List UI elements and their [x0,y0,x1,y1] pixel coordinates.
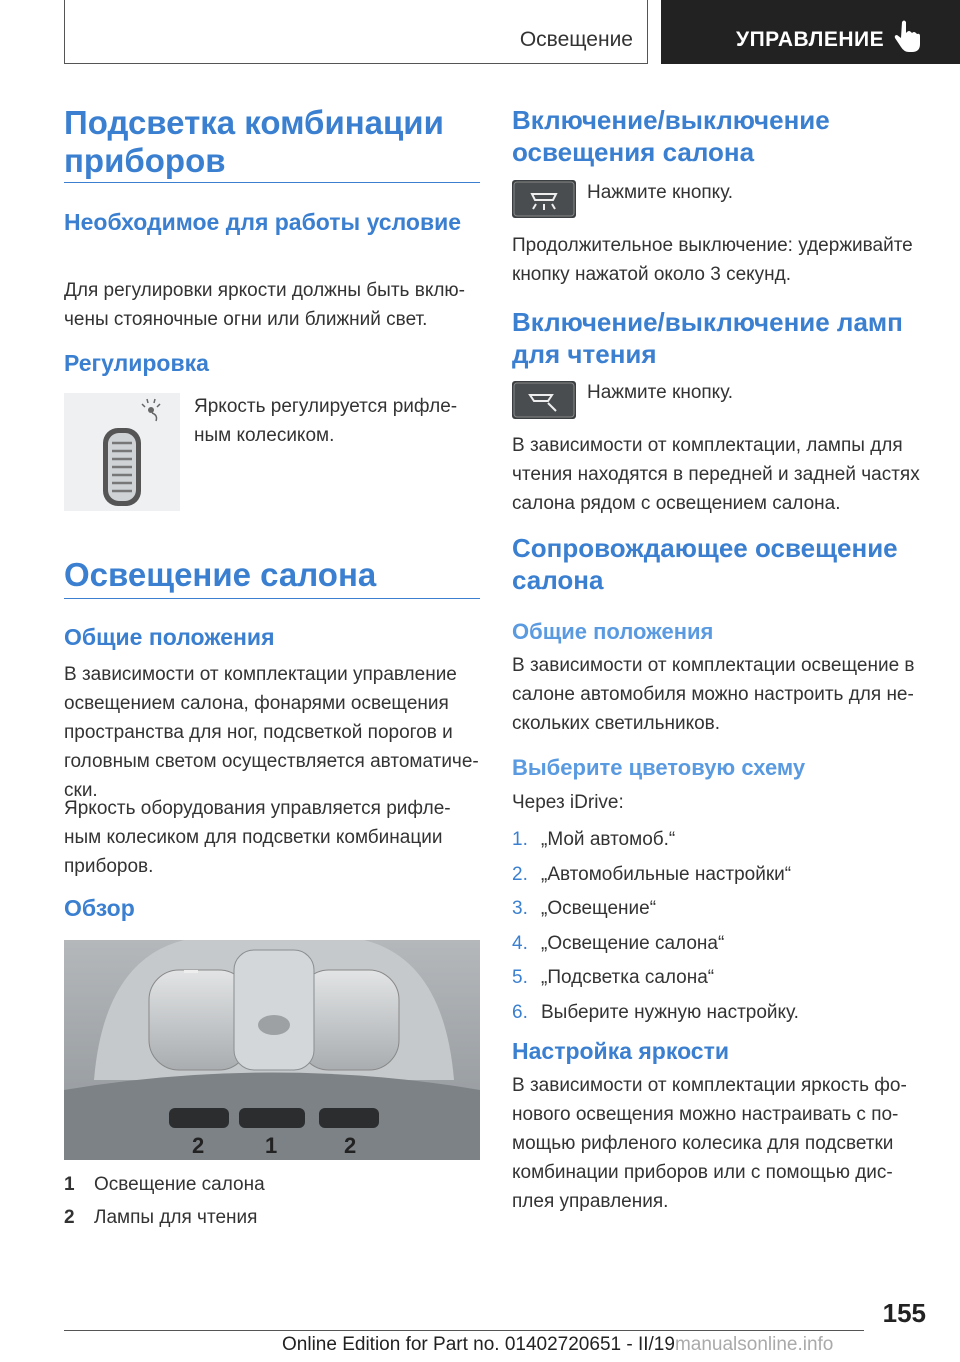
photo-legend [64,1170,480,1236]
interior-long-press-line-1: Продолжительное выключение: удерживайте [512,235,913,256]
title-divider [64,598,480,599]
step-number: 3. [512,898,528,919]
idrive-intro: Через iDrive: [512,792,624,813]
photo-callout-reading-right: 2 [344,1133,357,1158]
interior-on-off-instruction: Нажмите кнопку. [587,182,734,203]
brightness-icon [142,399,160,421]
step-text: „Автомобильные настройки“ [541,863,792,885]
interior-light-button-image [512,180,576,218]
condition-line-2: чены стояночные огни или ближний свет. [64,309,428,330]
header-chapter-tab [661,0,960,64]
reading-light-button-image [512,381,576,419]
general-line-1: В зависимости от комплектации управление [64,664,457,685]
legend-number: 1 [64,1174,75,1195]
escort-general-line-1: В зависимости от комплектации освещение в [512,655,915,676]
hand-pointer-icon [893,18,923,54]
legend-text: Освещение салона [94,1174,265,1195]
step-text: „Подсветка салона“ [541,967,715,988]
header-section-title: Освещение [519,28,633,51]
section-title-instrument-lighting: Подсветка комбинации приборов [64,104,444,179]
overhead-console-photo [64,940,480,1160]
brightness-line-2: ным колесиком для подсветки комбинации [64,827,443,848]
subsection-title-condition: Необходимое для работы условие [64,209,462,235]
list-item [512,825,932,860]
title-interior-on-off [512,104,932,168]
photo-callout-interior: 1 [265,1133,278,1158]
idrive-steps-list [512,825,932,1032]
brightness-setting-line-4: комбинации приборов или с помощью дис- [512,1162,893,1183]
step-number: 1. [512,829,528,850]
page-number: 155 [882,1298,926,1328]
adjustment-line-2: ным колесиком. [194,425,335,446]
edition-text: Online Edition for Part no. 01402720651 - II/19 [282,1334,675,1355]
title-line: Сопровождающее освещение [512,533,898,563]
header-section-tab [64,0,648,64]
legend-text: Лампы для чтения [94,1207,258,1228]
reading-light-line-2: чтения находятся в передней и задней частях [512,464,920,485]
subsection-title-color-scheme: Выберите цветовую схему [512,755,806,780]
title-line: для чтения [512,339,657,369]
subsection-title-brightness: Настройка яркости [512,1038,730,1064]
legend-item [64,1203,480,1236]
reading-light-icon [512,381,576,419]
thumbwheel-image [64,393,180,511]
general-line-5: ски. [64,780,98,801]
subsection-title-adjustment: Регулировка [64,350,209,376]
step-text: Выберите нужную настройку. [541,1001,799,1023]
reading-light-instruction: Нажмите кнопку. [587,382,734,403]
step-number: 2. [512,863,528,885]
list-item [512,929,932,964]
interior-long-press-line-2: кнопку нажатой около 3 секунд. [512,264,792,285]
list-item [512,963,932,998]
footer-divider [64,1330,864,1331]
subsection-title-escort-general: Общие положения [512,619,714,644]
subsection-title-general: Общие положения [64,624,275,650]
interior-light-icon [512,180,576,218]
condition-line-1: Для регулировки яркости должны быть вклю- [64,280,466,301]
adjustment-line-1: Яркость регулируется рифле- [194,396,458,417]
photo-callout-reading-left: 2 [192,1133,205,1158]
brightness-setting-line-2: нового освещения можно настраивать с по- [512,1104,899,1125]
title-line: салона [512,565,604,595]
escort-general-line-2: салоне автомобиля можно настроить для не- [512,684,914,705]
reading-light-line-1: В зависимости от комплектации, лампы для [512,435,903,456]
watermark-text: manualsonline.info [674,1334,834,1355]
general-line-2: освещением салона, фонарями освещения [64,693,449,714]
subsection-title-overview: Обзор [64,895,135,921]
brightness-line-3: приборов. [64,856,154,877]
step-number: 4. [512,932,528,954]
title-line: освещения салона [512,137,755,167]
general-line-4: головным светом осуществляется автоматиче- [64,751,479,772]
section-title-interior-lighting: Освещение салона [64,556,377,593]
title-reading-lights [512,306,932,370]
brightness-setting-line-1: В зависимости от комплектации яркость фо- [512,1075,907,1096]
header-chapter-title: УПРАВЛЕНИЕ [736,28,885,51]
step-number: 6. [512,1001,528,1023]
step-text: „Мой автомоб.“ [541,829,676,850]
brightness-line-1: Яркость оборудования управляется рифле- [64,798,451,819]
reading-light-line-3: салона рядом с освещением салона. [512,493,841,514]
footer-edition [282,1334,833,1356]
list-item [512,894,932,929]
title-escort-lighting [512,532,932,596]
brightness-setting-line-5: плея управления. [512,1191,669,1212]
list-item [512,860,932,895]
escort-general-line-3: скольких светильников. [512,713,721,734]
title-divider [64,182,480,183]
brightness-setting-line-3: мощью рифленого колесика для подсветки [512,1133,894,1154]
title-line: Включение/выключение ламп [512,307,903,337]
legend-number: 2 [64,1207,75,1228]
title-line: Включение/выключение [512,105,830,135]
step-text: „Освещение“ [541,898,657,919]
legend-item [64,1170,480,1203]
list-item [512,998,932,1033]
step-text: „Освещение салона“ [541,932,725,954]
step-number: 5. [512,967,528,988]
general-line-3: пространства для ног, подсветкой порогов и [64,722,453,743]
